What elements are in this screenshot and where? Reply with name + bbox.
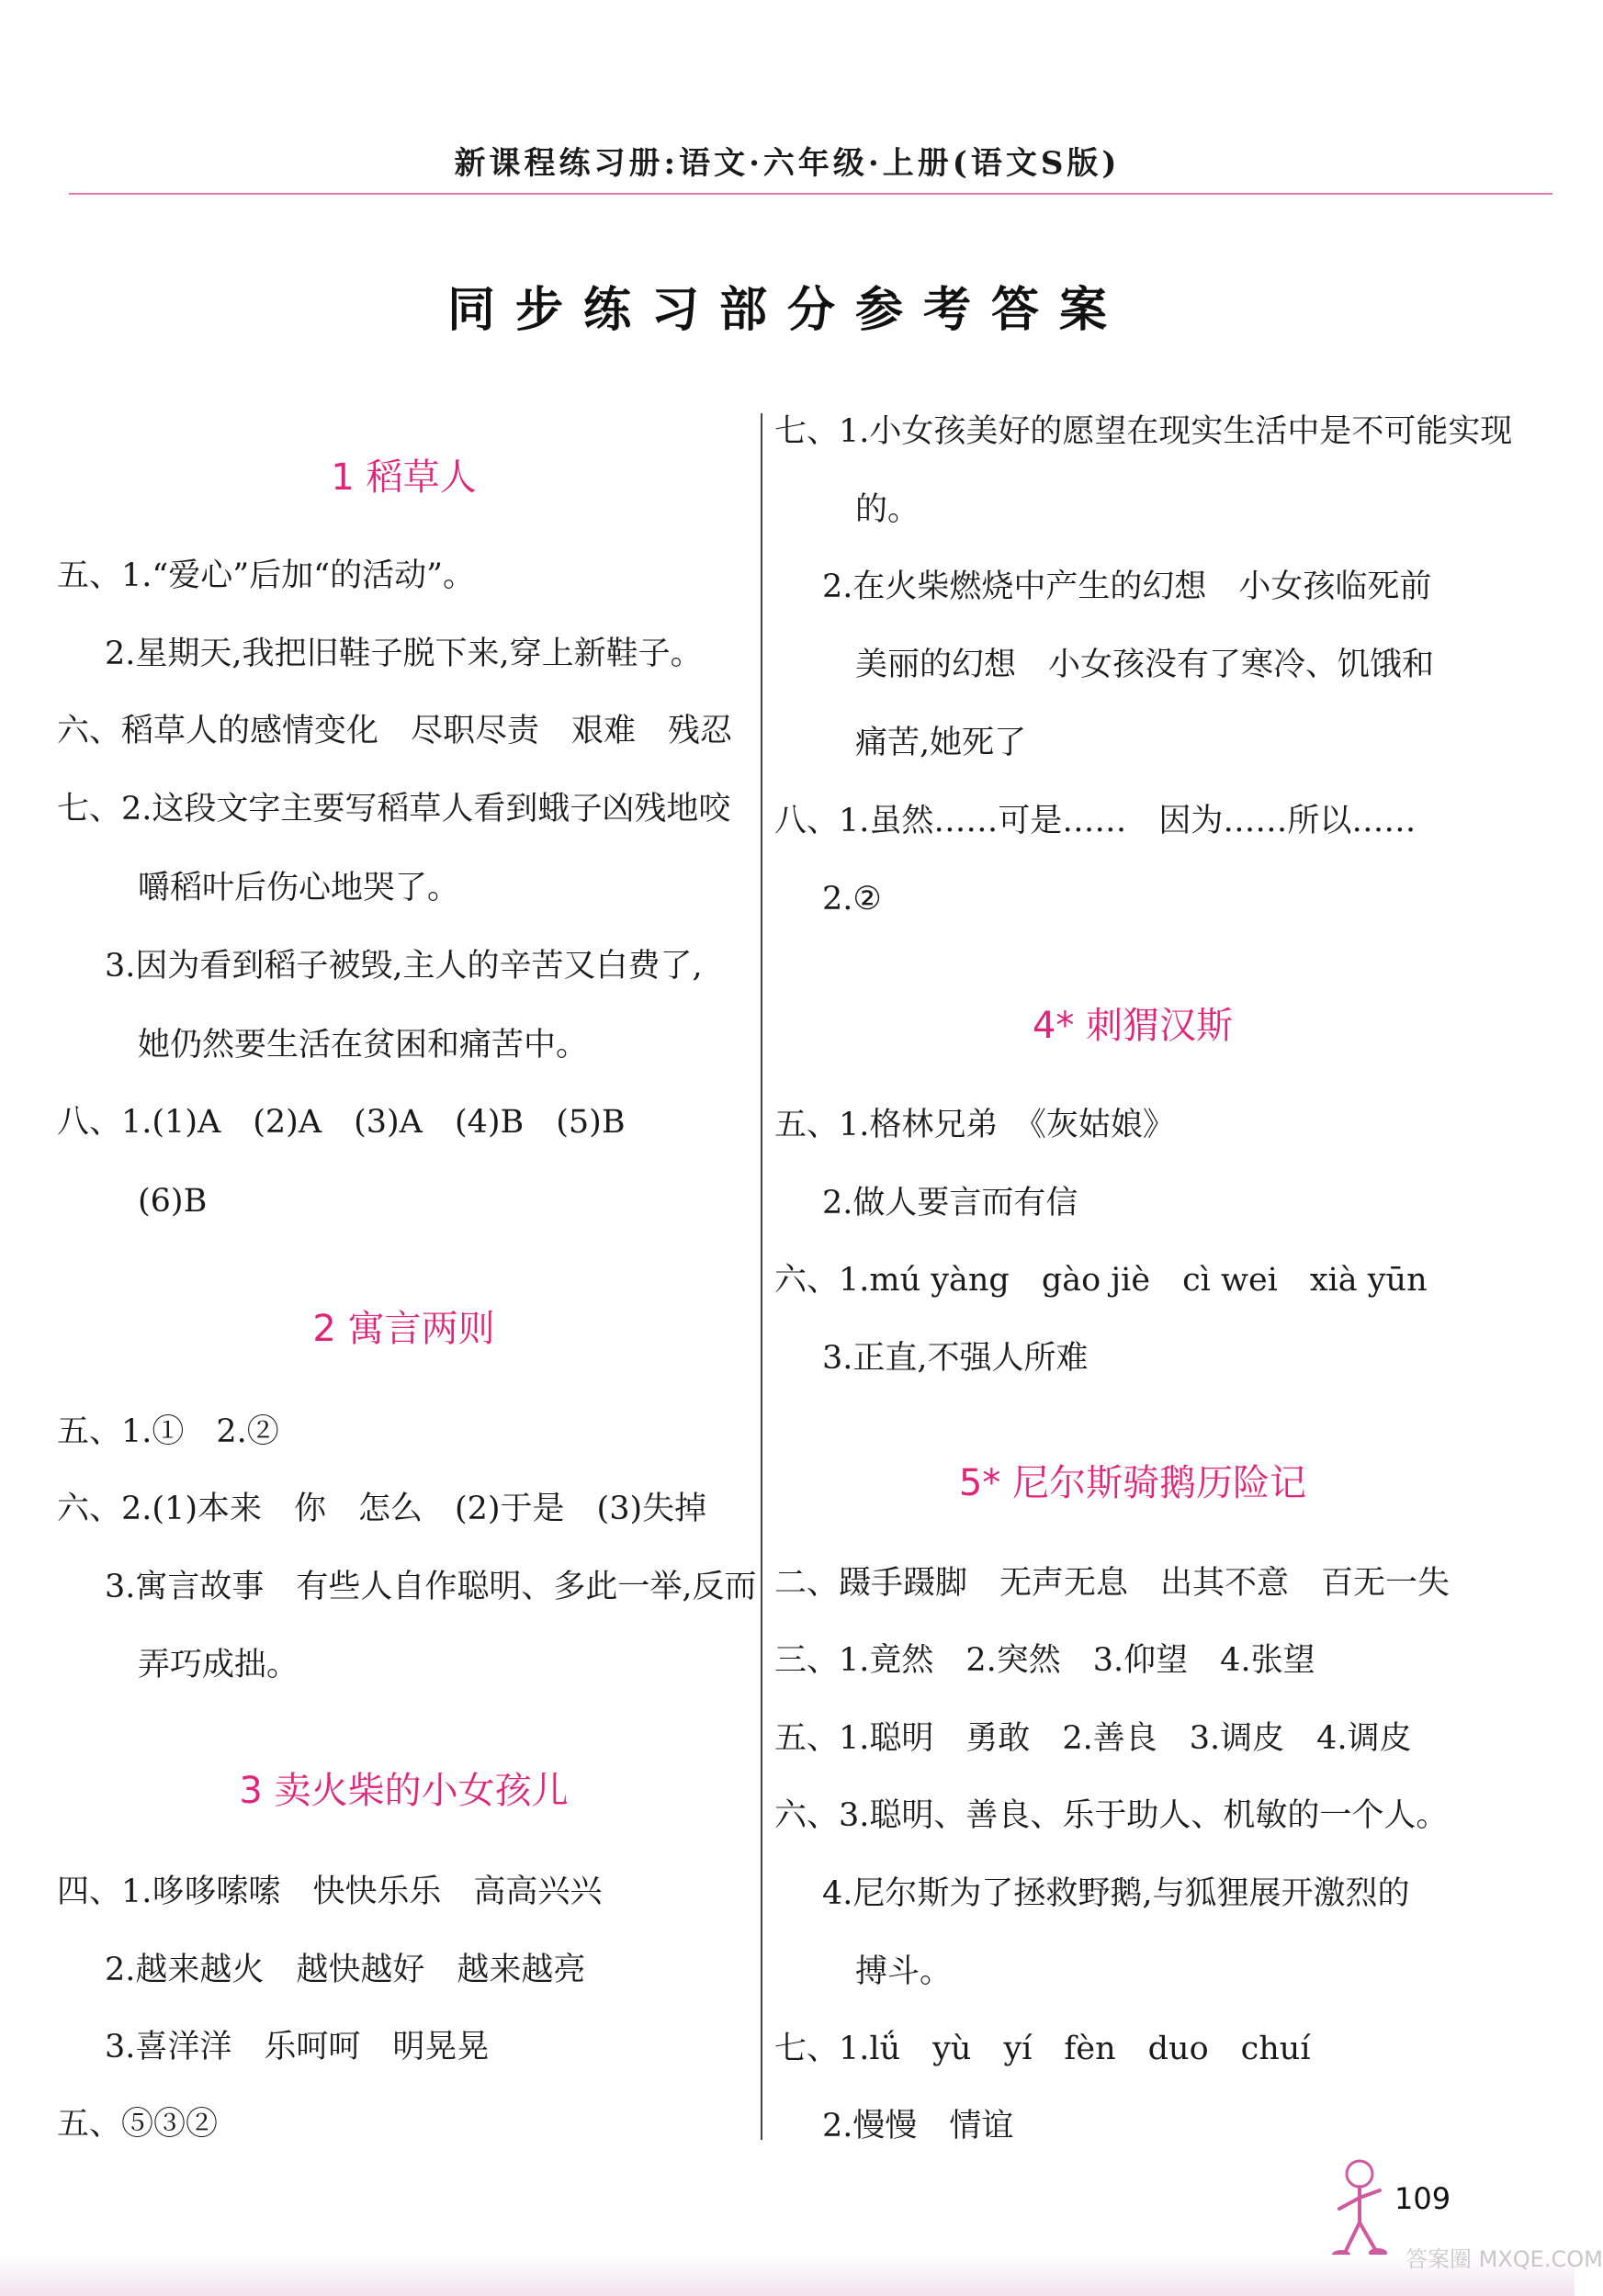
answer-line: 六、1.mú yàng gào jiè cì wei xià yūn (774, 1262, 1428, 1299)
column-divider (761, 413, 762, 2140)
answer-line: 七、2.这段文字主要写稻草人看到蛾子凶残地咬 (57, 791, 731, 827)
answer-line: 的。 (855, 491, 920, 528)
running-header: 新课程练习册:语文·六年级·上册(语文S版) (454, 145, 1121, 182)
answer-line: 2.慢慢 情谊 (822, 2108, 1014, 2144)
answer-line: 4.尼尔斯为了拯救野鹅,与狐狸展开激烈的 (822, 1875, 1410, 1912)
answer-line: 八、1.虽然……可是…… 因为……所以…… (774, 803, 1417, 839)
answer-line: 3.喜洋洋 乐呵呵 明晃晃 (105, 2029, 490, 2065)
answer-line: 2.② (822, 881, 882, 917)
answer-line: (6)B (138, 1183, 208, 1220)
answer-line: 六、稻草人的感情变化 尽职尽责 艰难 残忍 (57, 713, 733, 749)
answer-line: 八、1.(1)A (2)A (3)A (4)B (5)B (57, 1104, 626, 1141)
answer-line: 她仍然要生活在贫困和痛苦中。 (138, 1027, 589, 1064)
section-title-3: 3 卖火柴的小女孩儿 (239, 1770, 569, 1812)
answer-line: 五、1.聪明 勇敢 2.善良 3.调皮 4.调皮 (774, 1720, 1412, 1757)
page-title: 同步练习部分参考答案 (446, 283, 1127, 338)
answer-line: 2.越来越火 越快越好 越来越亮 (105, 1952, 586, 1988)
answer-line: 七、1.lǘ yù yí fèn duo chuí (774, 2031, 1311, 2067)
watermark: 答案圈 MXQE.COM (1405, 2246, 1603, 2272)
answer-line: 五、1.“爱心”后加“的活动”。 (57, 557, 475, 594)
section-title-1: 1 稻草人 (331, 456, 477, 499)
answer-line: 三、1.竟然 2.突然 3.仰望 4.张望 (774, 1642, 1315, 1679)
answer-line: 七、1.小女孩美好的愿望在现实生活中是不可能实现 (774, 413, 1513, 450)
answer-line: 2.在火柴燃烧中产生的幻想 小女孩临死前 (822, 568, 1432, 605)
page-number: 109 (1394, 2181, 1451, 2216)
answer-line: 二、蹑手蹑脚 无声无息 出其不意 百无一失 (774, 1565, 1451, 1602)
answer-line: 美丽的幻想 小女孩没有了寒冷、饥饿和 (855, 647, 1435, 683)
answer-line: 2.做人要言而有信 (822, 1185, 1078, 1221)
header-rule (69, 193, 1552, 195)
answer-line: 痛苦,她死了 (855, 725, 1027, 761)
answer-line: 六、3.聪明、善良、乐于助人、机敏的一个人。 (774, 1797, 1449, 1834)
answer-line: 嚼稻叶后伤心地哭了。 (138, 870, 460, 906)
section-title-2: 2 寓言两则 (312, 1308, 495, 1350)
answer-line: 五、⑤③② (57, 2106, 219, 2143)
answer-line: 3.寓言故事 有些人自作聪明、多此一举,反而 (105, 1569, 757, 1605)
mascot-icon (1323, 2154, 1396, 2264)
answer-line: 搏斗。 (855, 1953, 953, 1990)
footer-band (0, 2255, 1575, 2296)
answer-line: 四、1.哆哆嗦嗦 快快乐乐 高高兴兴 (57, 1874, 603, 1910)
answer-line: 五、1.格林兄弟 《灰姑娘》 (774, 1107, 1175, 1143)
answer-line: 弄巧成拙。 (138, 1647, 299, 1683)
answer-line: 六、2.(1)本来 你 怎么 (2)于是 (3)失掉 (57, 1491, 707, 1527)
answer-line: 3.正直,不强人所难 (822, 1340, 1089, 1377)
answer-line: 3.因为看到稻子被毁,主人的辛苦又白费了, (105, 948, 703, 985)
section-title-5: 5* 尼尔斯骑鹅历险记 (958, 1462, 1307, 1504)
section-title-4: 4* 刺猬汉斯 (1032, 1005, 1234, 1047)
answer-line: 五、1.① 2.② (57, 1413, 279, 1450)
answer-line: 2.星期天,我把旧鞋子脱下来,穿上新鞋子。 (105, 636, 703, 672)
